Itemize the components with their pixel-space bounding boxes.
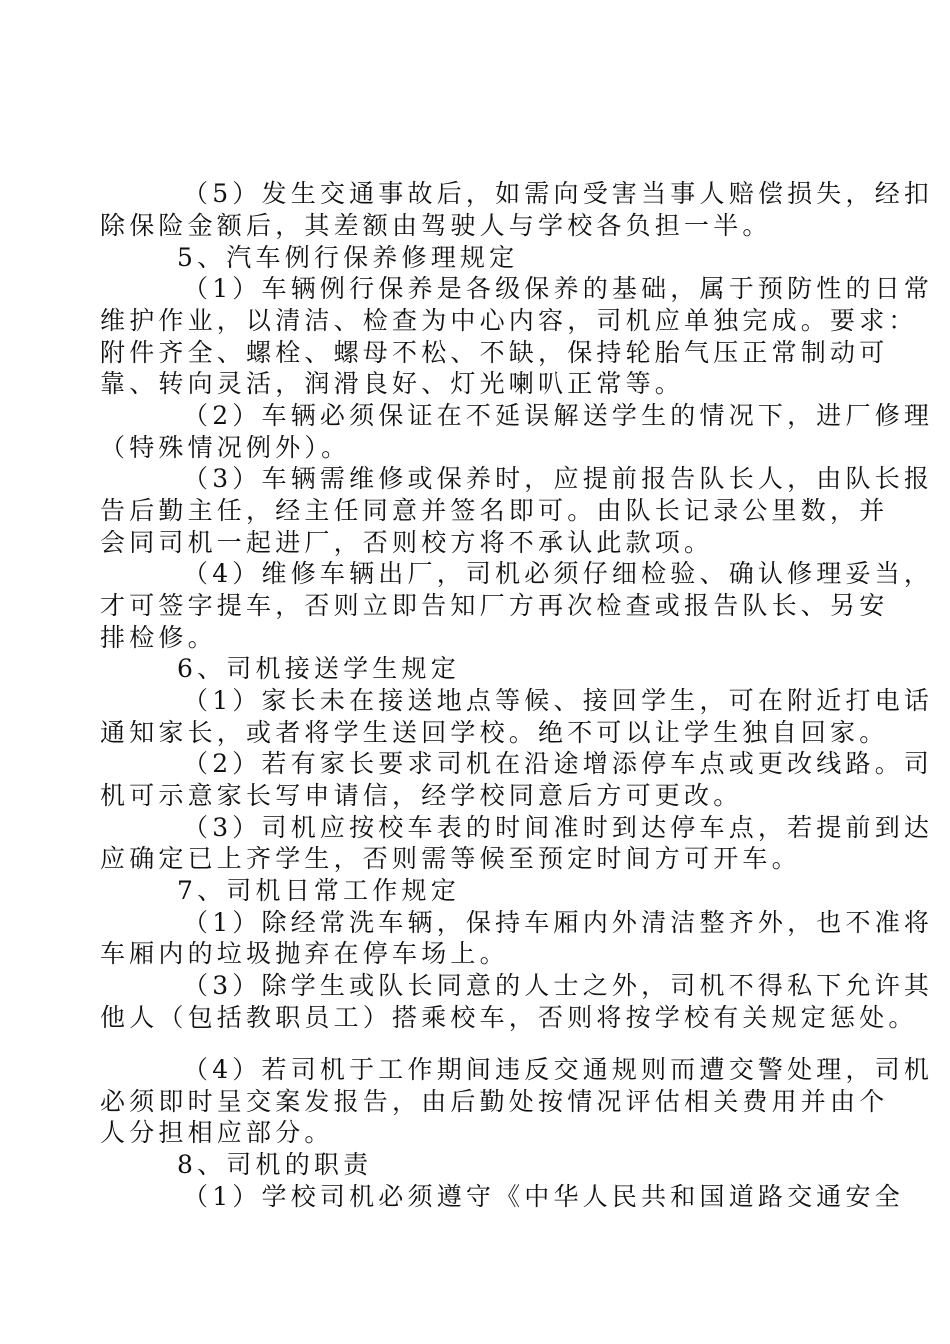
paragraph-line: 附件齐全、螺栓、螺母不松、不缺，保持轮胎气压正常制动可 [100, 338, 889, 367]
paragraph-line: 机可示意家长写申请信，经学校同意后方可更改。 [100, 781, 743, 810]
paragraph-line: 必须即时呈交案发报告，由后勤处按情况评估相关费用并由个 [100, 1087, 889, 1116]
section-heading: 5、汽车例行保养修理规定 [177, 243, 519, 272]
paragraph-line: 除保险金额后，其差额由驾驶人与学校各负担一半。 [100, 211, 772, 240]
paragraph-line: 会同司机一起进厂，否则校方将不承认此款项。 [100, 528, 714, 557]
paragraph-line: （1）学校司机必须遵守《中华人民共和国道路交通安全 [183, 1182, 904, 1211]
paragraph-line: 车厢内的垃圾抛弃在停车场上。 [100, 939, 509, 968]
paragraph-line: （1）家长未在接送地点等候、接回学生，可在附近打电话 [183, 686, 934, 715]
paragraph-line: 通知家长，或者将学生送回学校。绝不可以让学生独自回家。 [100, 718, 889, 747]
paragraph-line: 靠、转向灵活，润滑良好、灯光喇叭正常等。 [100, 369, 685, 398]
section-heading: 6、司机接送学生规定 [177, 654, 460, 683]
paragraph-line: （3）司机应按校车表的时间准时到达停车点，若提前到达 [183, 813, 934, 842]
paragraph-line: （特殊情况例外）。 [100, 433, 351, 462]
paragraph-line: 他人（包括教职员工）搭乘校车，否则将按学校有关规定惩处。 [100, 1003, 918, 1032]
paragraph-line: （3）除学生或队长同意的人士之外，司机不得私下允许其 [183, 971, 934, 1000]
paragraph-line: 告后勤主任，经主任同意并签名即可。由队长记录公里数，并 [100, 496, 889, 525]
paragraph-line: 人分担相应部分。 [100, 1118, 334, 1147]
paragraph-line: （4）若司机于工作期间违反交通规则而遭交警处理，司机 [183, 1055, 934, 1084]
paragraph-line: 排检修。 [100, 623, 217, 652]
paragraph-line: （1）除经常洗车辆，保持车厢内外清洁整齐外，也不准将 [183, 908, 934, 937]
paragraph-line: 应确定已上齐学生，否则需等候至预定时间方可开车。 [100, 844, 801, 873]
paragraph-line: 才可签字提车，否则立即告知厂方再次检查或报告队长、另安 [100, 591, 889, 620]
paragraph-line: 维护作业，以清洁、检查为中心内容，司机应单独完成。要求： [100, 306, 918, 335]
section-heading: 7、司机日常工作规定 [177, 876, 460, 905]
paragraph-line: （4）维修车辆出厂，司机必须仔细检验、确认修理妥当， [183, 559, 934, 588]
paragraph-line: （2）若有家长要求司机在沿途增添停车点或更改线路。司 [183, 749, 934, 778]
section-heading: 8、司机的职责 [177, 1150, 373, 1179]
paragraph-line: （2）车辆必须保证在不延误解送学生的情况下，进厂修理 [183, 401, 934, 430]
paragraph-line: （5）发生交通事故后，如需向受害当事人赔偿损失，经扣 [183, 179, 934, 208]
paragraph-line: （3）车辆需维修或保养时，应提前报告队长人，由队长报 [183, 464, 934, 493]
paragraph-line: （1）车辆例行保养是各级保养的基础，属于预防性的日常 [183, 274, 934, 303]
